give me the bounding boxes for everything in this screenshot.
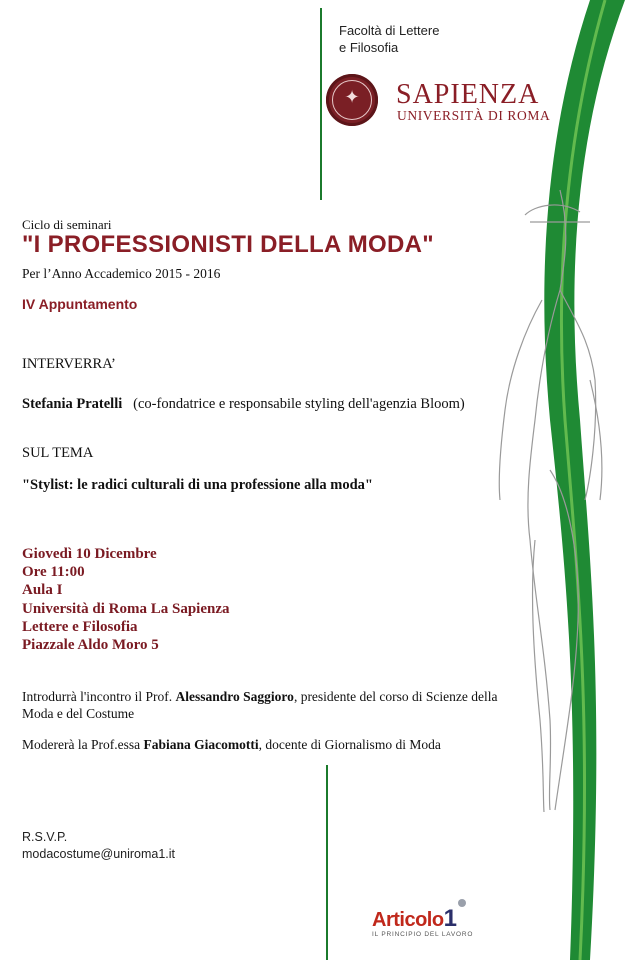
intro-note	[22, 688, 512, 722]
logo-tagline: IL PRINCIPIO DEL LAVORO	[372, 931, 474, 938]
green-divider-top	[320, 8, 322, 200]
logo-word: Articolo	[372, 909, 444, 931]
series-title: "I PROFESSIONISTI DELLA MODA"	[22, 231, 434, 258]
event-details	[22, 545, 230, 654]
fashion-sketch-illustration	[440, 0, 640, 960]
theme-label: SUL TEMA	[22, 445, 94, 461]
rsvp-label: R.S.V.P.	[22, 830, 68, 844]
moderator-note	[22, 736, 441, 753]
academic-year: Per l’Anno Accademico 2015 - 2016	[22, 266, 221, 281]
event-faculty: Lettere e Filosofia	[22, 618, 138, 635]
faculty-name	[339, 22, 439, 56]
theme-title: "Stylist: le radici culturali di una professione alla moda"	[22, 477, 373, 493]
moderator-suffix: , docente di Giornalismo di Moda	[258, 737, 441, 752]
series-label: Ciclo di seminari	[22, 217, 112, 232]
intro-prefix: Introdurrà l'incontro il Prof.	[22, 689, 176, 704]
green-divider-bottom	[326, 765, 328, 960]
seal-emblem-icon: ✦	[344, 87, 360, 107]
speaker-role: (co-fondatrice e responsabile styling dell'agenzia Bloom)	[133, 396, 465, 412]
event-address: Piazzale Aldo Moro 5	[22, 637, 159, 654]
intro-suffix: , presidente del corso di Scienze della Moda e del Costume	[22, 689, 498, 721]
logo-number: 1	[443, 905, 457, 932]
event-date: Giovedì 10 Dicembre	[22, 546, 157, 562]
university-name: SAPIENZA	[396, 79, 540, 110]
faculty-line-1: Facoltà di Lettere	[339, 23, 440, 38]
event-time: Ore 11:00	[22, 564, 85, 581]
university-subtitle: UNIVERSITÀ DI ROMA	[397, 108, 551, 123]
moderator-name: Fabiana Giacomotti	[143, 737, 259, 752]
event-room: Aula I	[22, 582, 63, 599]
intervene-label: INTERVERRA’	[22, 356, 116, 372]
event-university: Università di Roma La Sapienza	[22, 600, 230, 617]
speaker-name: Stefania Pratelli	[22, 396, 123, 412]
rsvp-block	[22, 829, 175, 863]
articolo1-logo	[372, 905, 512, 945]
appointment-label: IV Appuntamento	[22, 296, 138, 312]
moderator-prefix: Modererà la Prof.essa	[22, 737, 144, 752]
speaker-line	[22, 396, 465, 413]
university-seal-icon	[326, 74, 378, 126]
faculty-line-2: e Filosofia	[339, 40, 399, 55]
intro-name: Alessandro Saggioro	[175, 689, 294, 704]
logo-dot-icon	[458, 899, 466, 907]
rsvp-email[interactable]: modacostume@uniroma1.it	[22, 847, 176, 861]
